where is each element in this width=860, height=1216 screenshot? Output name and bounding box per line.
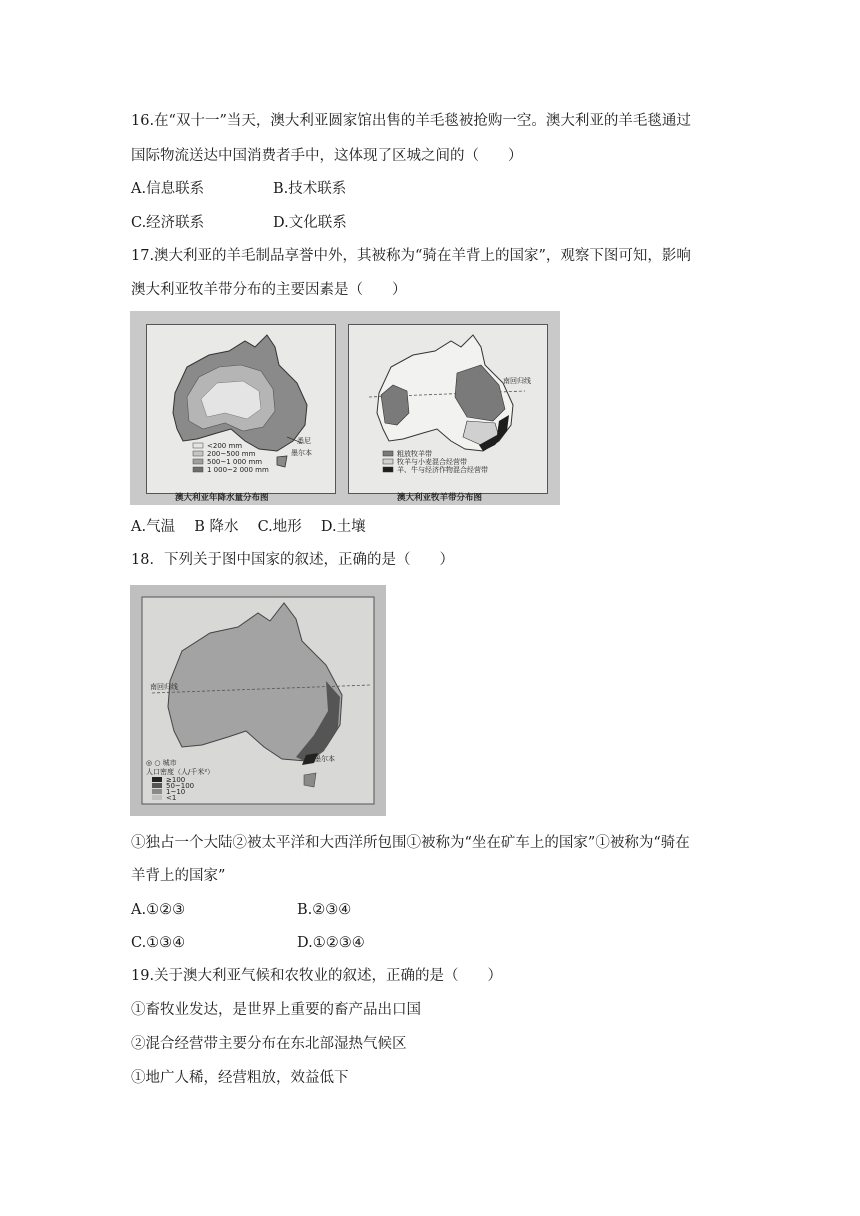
q17-map-figure — [130, 311, 560, 505]
q19-statement-1: ①畜牧业发达，是世界上重要的畜产品出口国 — [131, 1002, 421, 1018]
callout-tropic-q18: 南回归线 — [150, 683, 178, 691]
q18-legend-row-4: <1 — [166, 794, 177, 802]
q18-statements-line2: 羊背上的国家” — [131, 868, 226, 884]
q16-stem-line1: 16.在“双十一”当天，澳大利亚圆家馆出售的羊毛毯被抢购一空。澳大利亚的羊毛毯通过 — [131, 113, 691, 129]
precip-legend-2: 200~500 mm — [207, 450, 256, 458]
q17-stem-line2: 澳大利亚牧羊带分布的主要因素是（ ） — [131, 282, 407, 298]
callout-sydney: 悉尼 — [297, 437, 311, 445]
precipitation-map-graphic — [147, 325, 335, 493]
q18-option-b: B.②③④ — [297, 902, 352, 918]
callout-melbourne: 墨尔本 — [291, 449, 312, 457]
q18-legend-density: 人口密度（人/千米²） — [146, 768, 215, 776]
precip-legend-1: <200 mm — [207, 442, 243, 450]
sheep-belt-map — [348, 324, 548, 494]
q18-stem: 18．下列关于图中国家的叙述，正确的是（ ） — [131, 552, 454, 568]
q18-legend-title: ◎ ○ 城市 — [146, 759, 177, 767]
precip-legend-4: 1 000~2 000 mm — [207, 466, 269, 474]
precipitation-map — [146, 324, 336, 494]
q19-stem: 19.关于澳大利亚气候和农牧业的叙述，正确的是（ ） — [131, 968, 503, 984]
q18-option-a: A.①②③ — [131, 902, 186, 918]
q18-option-c: C.①③④ — [131, 935, 186, 951]
sheep-belt-map-graphic — [349, 325, 547, 493]
q17-stem-line1: 17.澳大利亚的羊毛制品享誉中外，其被称为“骑在羊背上的国家”，观察下图可知，影响 — [131, 248, 691, 264]
q18-legend-row-1: ≥100 — [166, 776, 186, 784]
sheep-belt-map-caption: 澳大利亚牧羊带分布图 — [397, 493, 483, 503]
q19-statement-3: ①地广人稀，经营粗放，效益低下 — [131, 1070, 349, 1086]
sheep-legend-3: 羊、牛与经济作物混合经营带 — [397, 466, 488, 474]
sheep-legend-1: 粗放牧羊带 — [397, 450, 432, 458]
q16-option-d: D.文化联系 — [273, 215, 347, 231]
q18-legend-row-3: 1~10 — [166, 788, 186, 796]
q17-options: A.气温 B 降水 C.地形 D.土壤 — [131, 519, 366, 535]
q18-legend-row-2: 50~100 — [166, 782, 195, 790]
q18-statements-line1: ①独占一个大陆②被太平洋和大西洋所包围①被称为“坐在矿车上的国家”①被称为“骑在 — [131, 835, 690, 851]
q16-option-c: C.经济联系 — [131, 215, 205, 231]
precipitation-map-caption: 澳大利亚年降水量分布图 — [175, 493, 269, 503]
q18-map-figure — [130, 585, 386, 816]
sheep-legend-2: 牧羊与小麦混合经营带 — [397, 458, 467, 466]
callout-tropic-right: 南回归线 — [503, 377, 531, 385]
q16-stem-line2: 国际物流送达中国消费者手中，这体现了区城之间的（ ） — [131, 148, 523, 164]
q16-option-a: A.信息联系 — [131, 181, 205, 197]
q18-option-d: D.①②③④ — [297, 935, 365, 951]
callout-city-q18: 墨尔本 — [314, 755, 335, 763]
q16-option-b: B.技术联系 — [273, 181, 347, 197]
population-density-map — [130, 585, 386, 816]
q19-statement-2: ②混合经营带主要分布在东北部湿热气候区 — [131, 1036, 407, 1052]
precip-legend-3: 500~1 000 mm — [207, 458, 263, 466]
